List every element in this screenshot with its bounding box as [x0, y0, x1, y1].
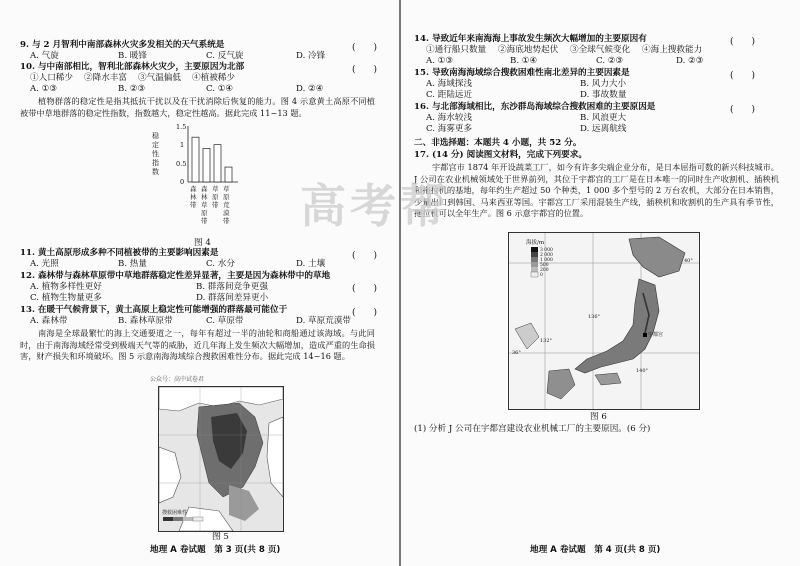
question-17: 17. (14 分) 阅读图文材料，完成下列要求。 [414, 150, 587, 160]
q16-option-a: A. 海水较浅 [426, 113, 473, 123]
fig6-city-label: 宇都宫 [648, 332, 664, 338]
q12-option-c: C. 植物生物量更多 [30, 293, 102, 303]
section-2-heading: 二、非选择题：本题共 4 小题，共 52 分。 [414, 138, 582, 148]
fig5-legend-title: 搜救困难性 [162, 510, 188, 516]
q9-option-d: D. 冷锋 [296, 51, 326, 61]
answer-bracket: ( ) [352, 65, 378, 75]
q11-option-d: D. 土壤 [296, 259, 326, 269]
answer-bracket: ( ) [730, 105, 756, 115]
fig6-legend-item: 3 000 [540, 248, 553, 253]
passage-17: 宇都宫市 1874 年开设蔬菜工厂，如今有许多尖端企业分布，是日本屈指可数的新兴科技城市。J 公司在农业机械领域处于世界前列，其位于宇都宫的工厂是在日本唯一的同时生产收割机、插秧机和拖拉机的基地，每年约生产超过 50 个种类，1 000 多个型号的 2 万台农机，大部分在日本销售，少量出口到韩国、马来西亚等国。宇都宫工厂采用混装生产线，插秧机和收割机的生产具有季节性，拖拉机可以全年生产。图 6 示意宇都宫的位置。 [414, 162, 779, 218]
fig4-category: 森林草原带 [201, 185, 208, 225]
q13-option-c: C. 草原带 [206, 316, 244, 326]
watermark: 高考帮 [300, 179, 450, 233]
fig6-legend-item: 1 000 [540, 258, 553, 263]
fig6-longitude-label: 136° [588, 314, 601, 320]
q16-option-b: B. 风浪更大 [580, 113, 627, 123]
q15-option-d: D. 事故数量 [580, 90, 627, 100]
fig6-legend-item: 200 [540, 268, 549, 273]
question-12: 12. 森林带与森林草原带中草地群落稳定性差异显著，主要是因为森林带中的草地 [20, 271, 331, 281]
q14-item: ①通行船只数量 [426, 45, 487, 55]
q14-option-c: C. ②③ [596, 56, 624, 66]
q12-option-d: D. 群落间差异更小 [196, 293, 269, 303]
question-13: 13. 在暖干气候背景下，黄土高原上稳定性可能增强的群落最可能位于 [20, 305, 288, 315]
fig4-category: 草原带 [212, 185, 219, 209]
fig4-tick: 0 [180, 178, 185, 186]
q10-item: ④植被稀少 [192, 73, 235, 83]
fig4-bar [192, 137, 199, 182]
question-14: 14. 导致近年来南海海上事故发生频次大幅增加的主要原因有 [414, 34, 647, 44]
fig4-ylabel: 稳定性指数 [152, 132, 159, 176]
page-spine [399, 0, 401, 566]
answer-bracket: ( ) [730, 37, 756, 47]
fig4-category: 森林带 [190, 185, 197, 209]
q10-item: ①人口稀少 [30, 73, 73, 83]
question-9: 9. 与 2 月智利中南部森林火灾多发相关的天气系统是 [20, 40, 225, 50]
fig6-legend-item: 0 [540, 273, 543, 278]
q14-option-d: D. ②③ [676, 56, 704, 66]
q10-item: ③气温偏低 [138, 73, 181, 83]
q16-option-d: D. 远离航线 [580, 124, 627, 134]
fig6-longitude-label: 140° [636, 368, 649, 374]
fig4-caption: 图 4 [194, 238, 211, 248]
answer-bracket: ( ) [352, 43, 378, 53]
q13-option-d: D. 草原荒漠带 [296, 316, 352, 326]
page-footer-right: 地理 A 卷试题 第 4 页(共 8 页) [530, 545, 661, 555]
answer-bracket: ( ) [352, 251, 378, 261]
fig4-tick: 1 [180, 141, 185, 149]
q14-item: ②海底地势起伏 [498, 45, 559, 55]
q14-option-b: B. ①④ [510, 56, 538, 66]
fig6-legend-title: 海拔/m [526, 240, 545, 246]
q11-option-a: A. 光照 [30, 259, 59, 269]
q14-item: ④海上搜救能力 [642, 45, 703, 55]
q12-option-a: A. 植物多样性更好 [30, 282, 102, 292]
q14-item: ③全球气候变化 [570, 45, 631, 55]
fig6-caption: 图 6 [590, 412, 607, 422]
fig6-legend-item: 500 [540, 263, 549, 268]
q11-option-b: B. 热量 [118, 259, 147, 269]
fig4-category: 草原荒漠带 [223, 185, 230, 225]
fig4-bar [203, 148, 210, 182]
question-17-1: (1) 分析 J 公司在宇都宫建设农业机械工厂的主要原因。(6 分) [414, 424, 651, 434]
q13-option-b: B. 森林草原带 [118, 316, 173, 326]
fig6-longitude-label: 132° [540, 338, 553, 344]
q9-option-c: C. 反气旋 [206, 51, 244, 61]
page-footer-left: 地理 A 卷试题 第 3 页(共 8 页) [150, 545, 281, 555]
fig5-caption: 图 5 [212, 532, 229, 542]
fig4-bar [214, 145, 221, 182]
q15-option-c: C. 距陆远近 [426, 90, 473, 100]
answer-area[interactable] [415, 440, 790, 530]
q13-option-a: A. 森林带 [30, 316, 68, 326]
answer-bracket: ( ) [730, 71, 756, 81]
question-15: 15. 导致南海海域综合搜救困难性南北差异的主要因素是 [414, 68, 630, 78]
q10-option-a: A. ①③ [30, 84, 58, 94]
q15-option-a: A. 海域探浅 [426, 79, 473, 89]
fig6-latitude-label: 36° [512, 350, 521, 356]
q14-option-a: A. ①③ [426, 56, 454, 66]
q10-item: ②降水丰富 [84, 73, 127, 83]
q11-option-c: C. 水分 [206, 259, 235, 269]
q9-option-b: B. 暖锋 [118, 51, 147, 61]
answer-bracket: ( ) [352, 284, 378, 294]
fig6-legend-item: 2 000 [540, 253, 553, 258]
answer-bracket: ( ) [352, 308, 378, 318]
passage-14-16: 南海是全球最繁忙的海上交通要道之一，每年有超过一半的油轮和商船通过该海域。与此同时，由于南海海域经常受到极端天气等的威胁，近几年海上发生频次大幅增加，造成严重的生命损害，财产损失和环境破坏。图 5 示意南海海域综合搜救困难性分布。据此完成 14~16 题。 [20, 328, 375, 361]
fig6-latitude-label: 40° [684, 258, 693, 264]
q10-option-d: D. ②④ [296, 84, 324, 94]
question-11: 11. 黄土高原形成多种不同植被带的主要影响因素是 [20, 248, 219, 258]
q12-option-b: B. 群落间竞争更强 [196, 282, 268, 292]
question-16: 16. 与北部海域相比，东沙群岛海域综合搜救困难的主要原因是 [414, 102, 656, 112]
q10-option-c: C. ①④ [206, 84, 234, 94]
q9-option-a: A. 气旋 [30, 51, 59, 61]
q10-option-b: B. ②③ [118, 84, 146, 94]
passage-11-13: 植物群落的稳定性是指其抵抗干扰以及在干扰消除后恢复的能力。图 4 示意黄土高原不同植被带中草地群落的稳定性指数，指数越大，稳定性越高。据此完成 11~13 题。 [20, 96, 375, 118]
question-10: 10. 与中南部相比，智利北部森林火灾少，主要原因为北部 [20, 62, 245, 72]
fig4-tick: 1.5 [176, 123, 187, 131]
q15-option-b: B. 风力大小 [580, 79, 627, 89]
fig4-bar [225, 167, 232, 182]
source-note: 公众号：高中试卷君 [150, 376, 205, 383]
fig4-tick: 0.5 [176, 160, 187, 168]
q16-option-c: C. 海雾更多 [426, 124, 473, 134]
figure-6-japan-map [508, 232, 700, 410]
